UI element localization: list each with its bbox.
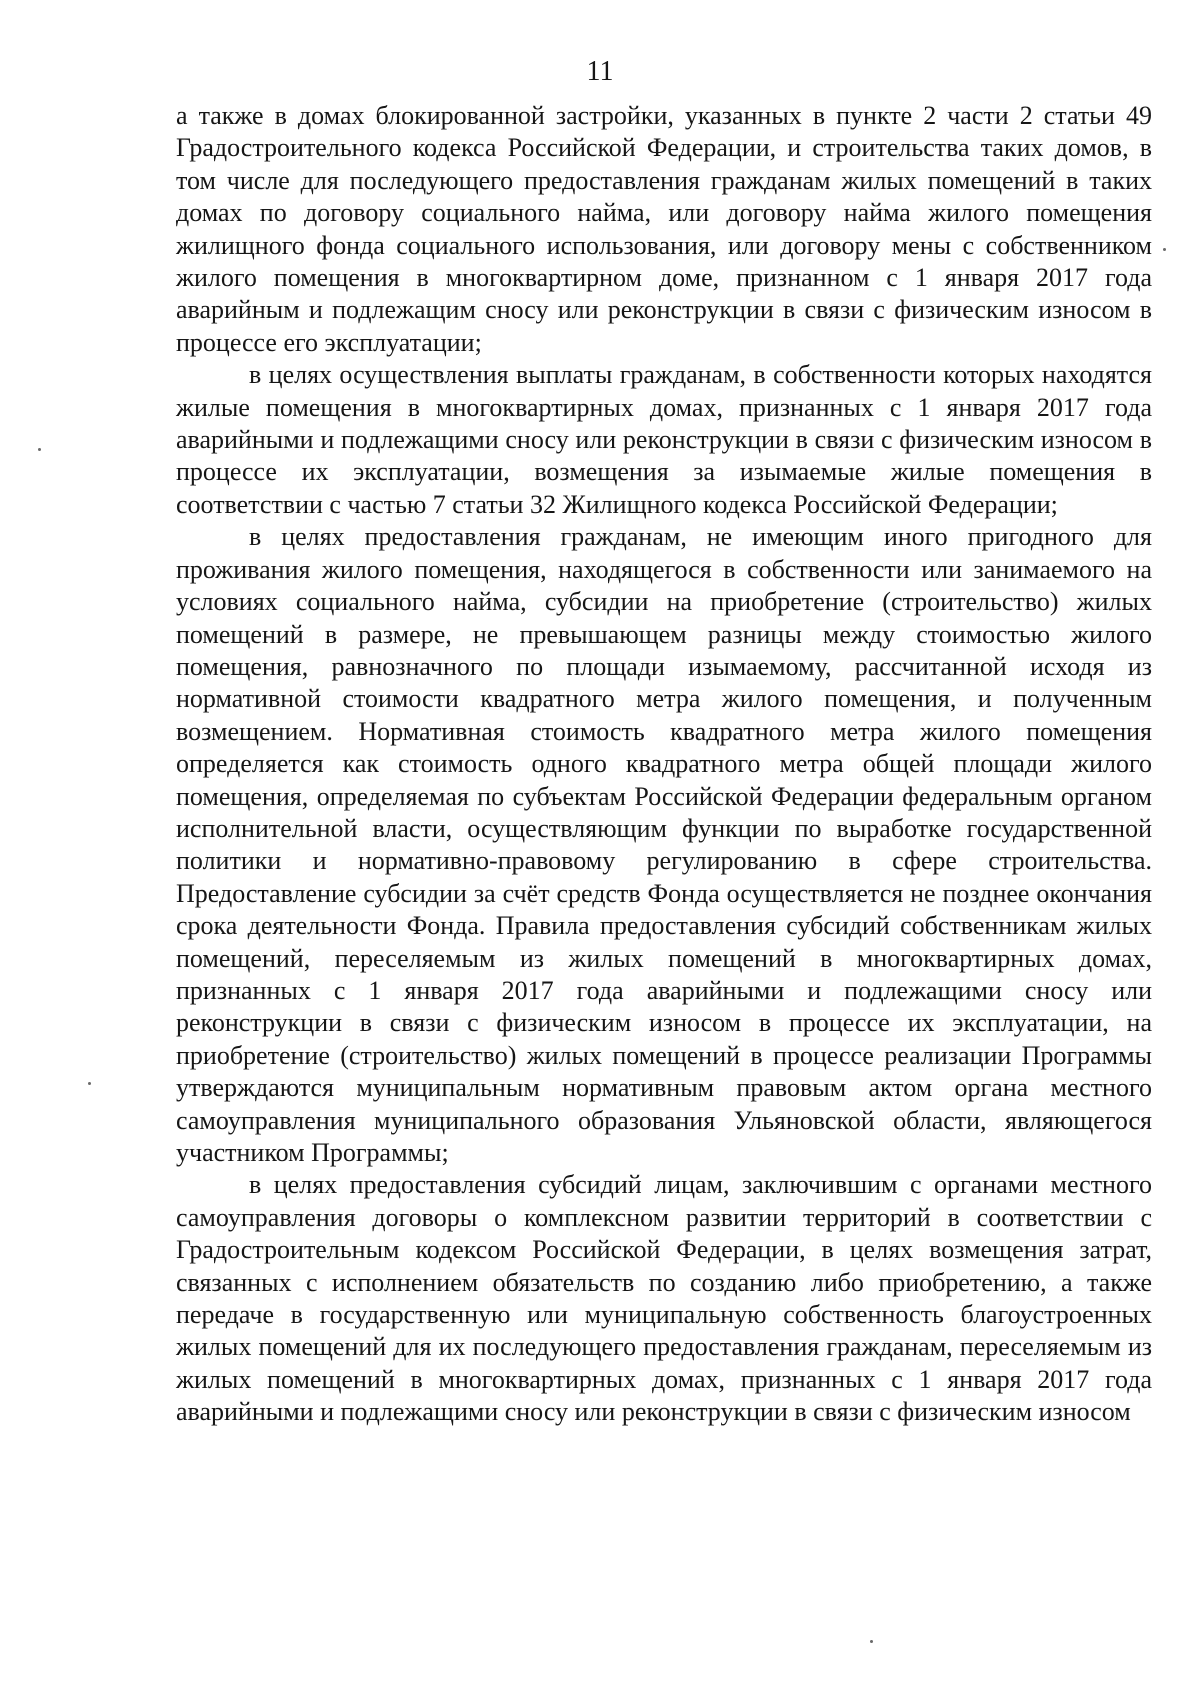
paragraph-subsidy-provision: в целях предоставления гражданам, не имеющим иного пригодного для проживания жилого помещения, находящегося в собственности или занимаемого на условиях социального найма, субсидии на приобретение (строительство) жилых помещений в размере, не превышающем разницы между стоимостью жилого помещения, равнозначного по площади изымаемому, рассчитанной исходя из нормативной стоимости квадратного метра жилого помещения, и полученным возмещением. Нормативная стоимость квадратного метра жилого помещения определяется как стоимость одного квадратного метра общей площади жилого помещения, определяемая по субъектам Российской Федерации федеральным органом исполнительной власти, осуществляющим функции по выработке государственной политики и нормативно-правовому регулированию в сфере строительства. Предоставление субсидии за счёт средств Фонда осуществляется не позднее окончания срока деятельности Фонда. Правила предоставления субсидий собственникам жилых помещений, переселяемым из жилых помещений в многоквартирных домах, признанных с 1 января 2017 года аварийными и подлежащими сносу или реконструкции в связи с физическим износом в процессе их эксплуатации, на приобретение (строительство) жилых помещений в процессе реализации Программы утверждаются муниципальным нормативным правовым актом органа местного самоуправления муниципального образования Ульяновской области, являющегося участником Программы; bbox=[176, 522, 1152, 1167]
paragraph-territory-development: в целях предоставления субсидий лицам, заключившим с органами местного самоуправления договоры о комплексном развитии территорий в соответствии с Градостроительным кодексом Российской Федерации, в целях возмещения затрат, связанных с исполнением обязательств по созданию либо приобретению, а также передаче в государственную или муниципальную собственность благоустроенных жилых помещений для их последующего предоставления гражданам, переселяемым из жилых помещений в многоквартирных домах, признанных с 1 января 2017 года аварийными и подлежащими сносу или реконструкции в связи с физическим износом bbox=[176, 1170, 1152, 1427]
paragraph-compensation-payment: в целях осуществления выплаты гражданам, в собственности которых находятся жилые помещения в многоквартирных домах, признанных с 1 января 2017 года аварийными и подлежащими сносу или реконструкции в связи с физическим износом в процессе их эксплуатации, возмещения за изымаемые жилые помещения в соответствии с частью 7 статьи 32 Жилищного кодекса Российской Федерации; bbox=[176, 360, 1152, 519]
document-body bbox=[176, 100, 1152, 1429]
scan-speck bbox=[1163, 248, 1166, 251]
scan-speck bbox=[870, 1640, 873, 1643]
page-number: 11 bbox=[586, 56, 614, 87]
scan-speck bbox=[38, 448, 41, 451]
scan-speck bbox=[88, 1082, 91, 1085]
paragraph-continuation: а также в домах блокированной застройки, указанных в пункте 2 части 2 статьи 49 Градостроительного кодекса Российской Федерации, и строительства таких домов, в том числе для последующего предоставления гражданам жилых помещений в таких домах по договору социального найма, или договору найма жилого помещения жилищного фонда социального использования, или договору мены с собственником жилого помещения в многоквартирном доме, признанном с 1 января 2017 года аварийным и подлежащим сносу или реконструкции в связи с физическим износом в процессе его эксплуатации; bbox=[176, 101, 1152, 357]
